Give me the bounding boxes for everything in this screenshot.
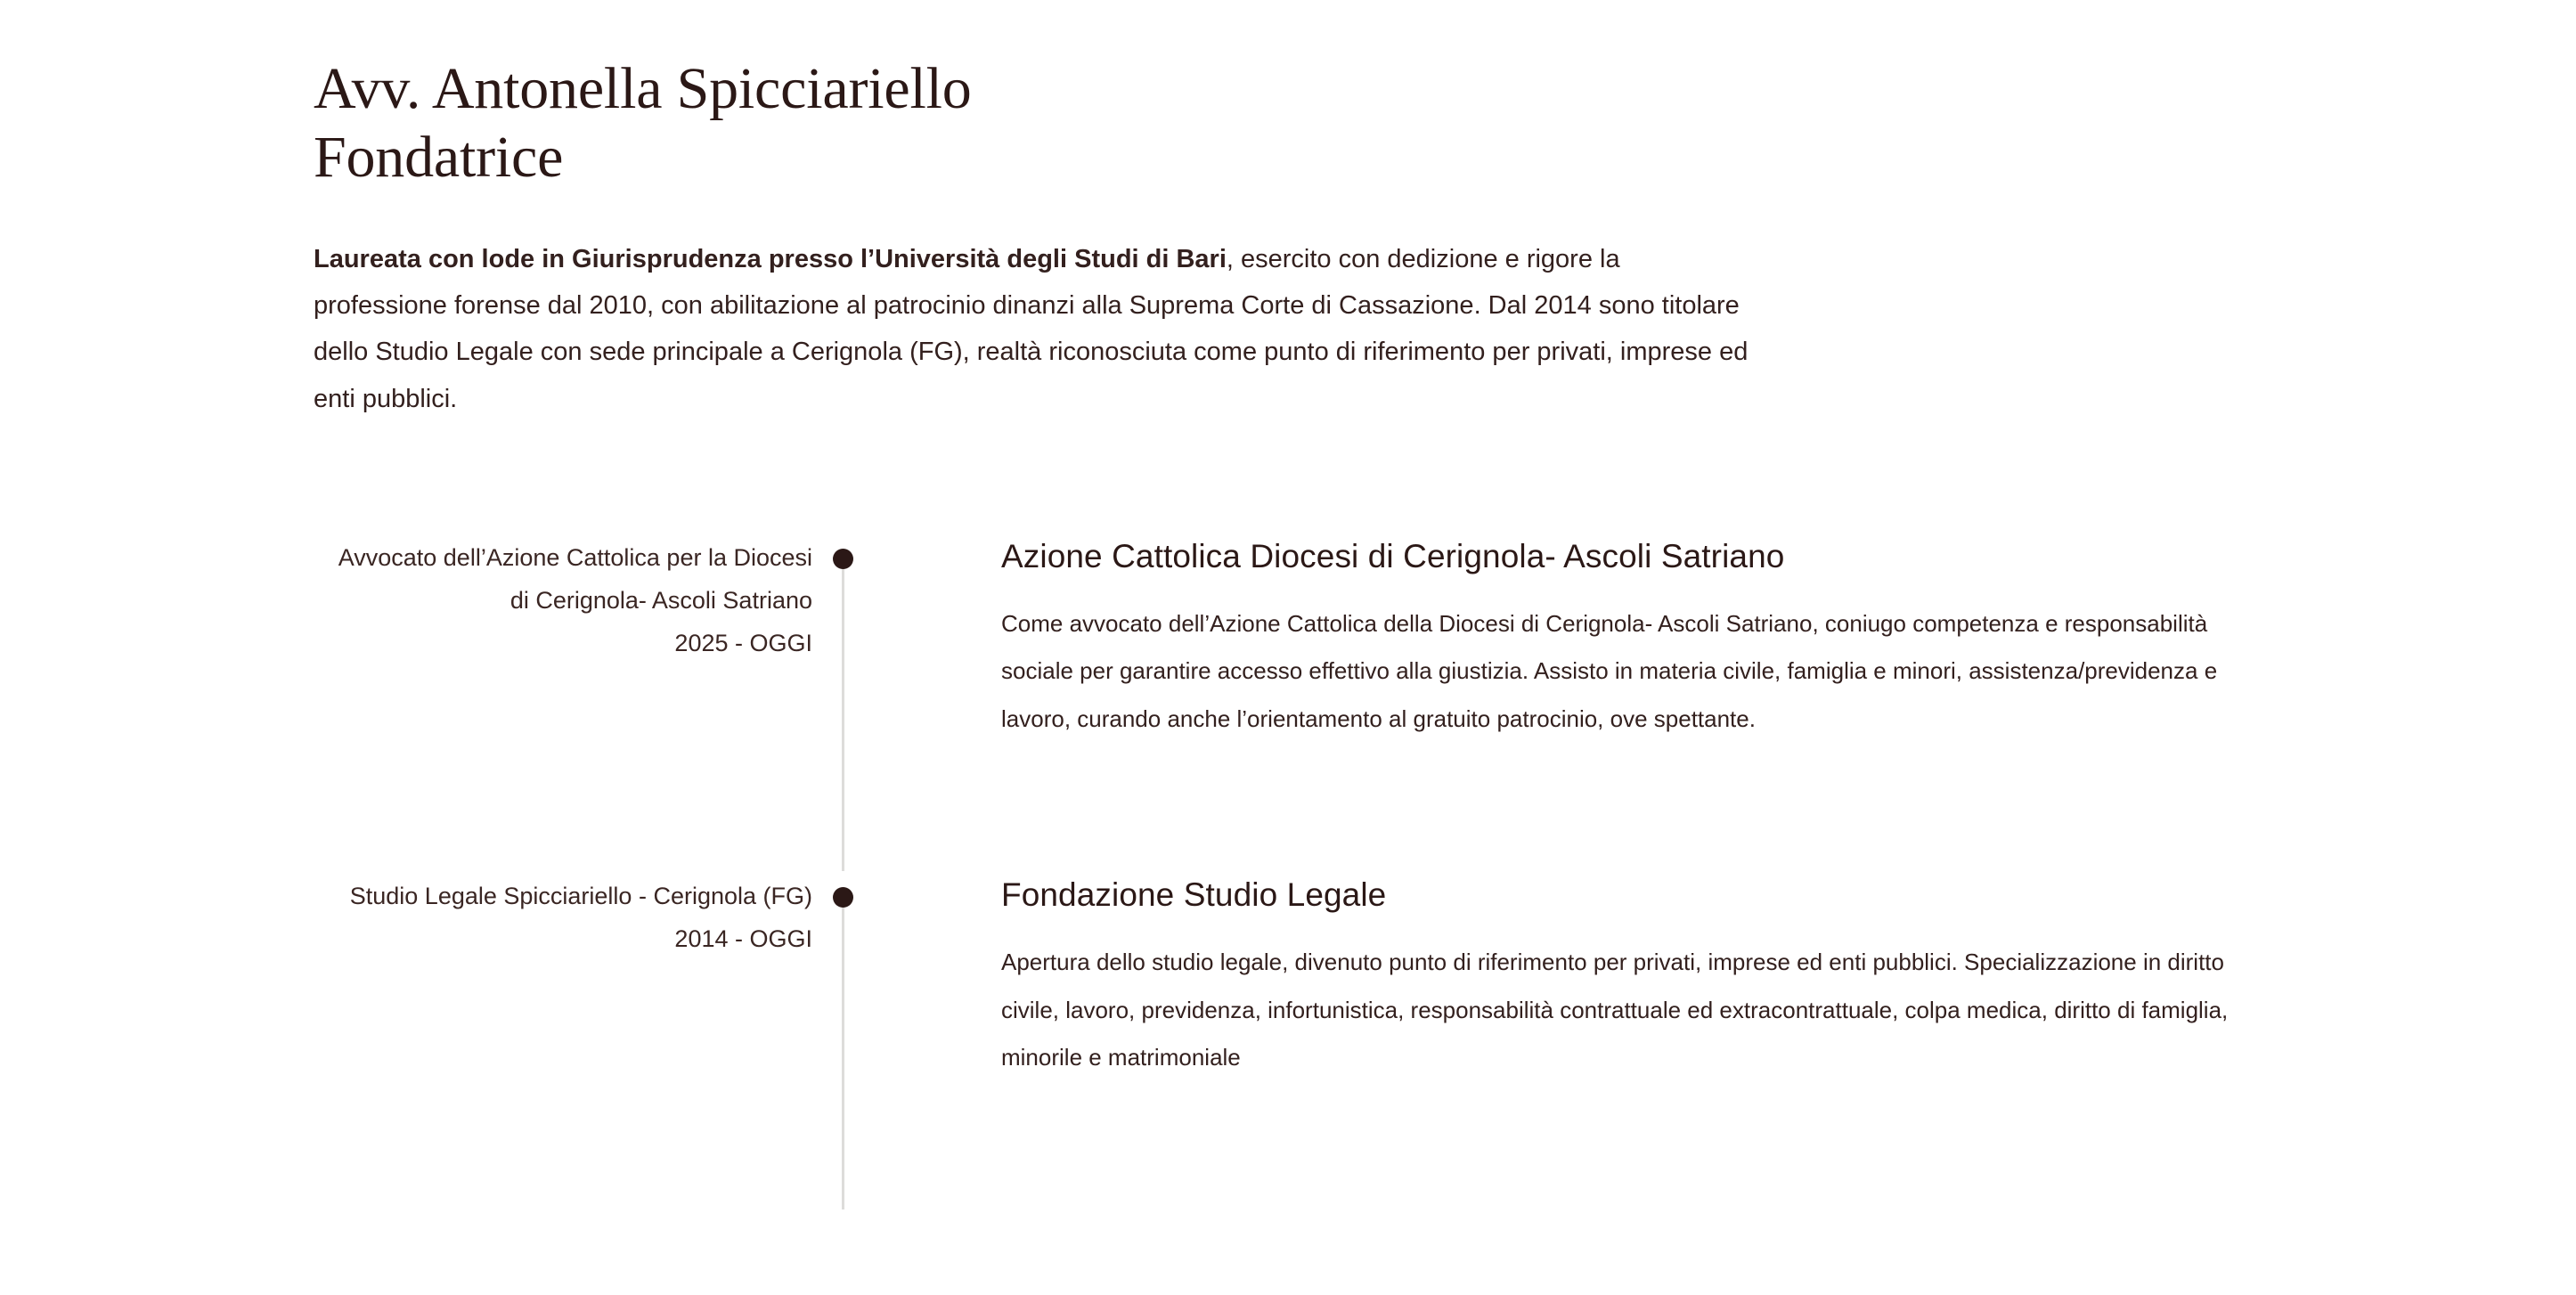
timeline-entry-heading: Azione Cattolica Diocesi di Cerignola- Ascoli Satriano	[1001, 537, 1785, 574]
intro-rest: , esercito con dedizione e rigore la professione forense dal 2010, con abilitazione al patrocinio dinanzi alla Suprema Corte di Cassazione. Dal 2014 sono titolare dello Studio Legale con sede principale a Cerignola (FG), realtà riconosciuta come punto di riferimento per privati, imprese ed enti pubblici.	[314, 245, 1749, 413]
timeline-bullet-icon	[833, 887, 853, 908]
timeline-rail	[812, 536, 990, 743]
timeline-entry-heading: Fondazione Studio Legale	[1001, 876, 1387, 913]
timeline-line	[842, 558, 844, 871]
timeline-entry-meta	[314, 875, 812, 960]
timeline-line	[842, 896, 844, 1209]
timeline-entry-role: Studio Legale Spicciariello - Cerignola (FG)	[349, 882, 812, 909]
timeline-bullet-icon	[833, 549, 853, 569]
timeline-entry-body	[990, 536, 2266, 743]
timeline-entry-description: Come avvocato dell’Azione Cattolica della Diocesi di Cerignola- Ascoli Satriano, coniugo competenza e responsabilità sociale per garantire accesso effettivo alla giustizia. Assisto in materia civile, famiglia e minori, assistenza/previdenza e lavoro, curando anche l’orientamento al gratuito patrocinio, ove spettante.	[1001, 610, 2218, 732]
intro-paragraph	[314, 191, 1752, 422]
timeline-entry-body	[990, 875, 2266, 1081]
experience-timeline	[314, 536, 2362, 1081]
timeline-entry-period: 2014 - OGGI	[674, 925, 812, 953]
timeline-entry-description: Apertura dello studio legale, divenuto punto di riferimento per privati, imprese ed enti pubblici. Specializzazione in diritto civile, lavoro, previdenza, infortunistica, responsabilità contrattuale ed extracontrattuale, colpa medica, diritto di famiglia, minorile e matrimoniale	[1001, 949, 2229, 1071]
timeline-entry	[314, 536, 2362, 743]
page-title-line-2: Fondatrice	[314, 124, 564, 190]
timeline-entry-period: 2025 - OGGI	[674, 629, 812, 656]
timeline-rail	[812, 875, 990, 1081]
timeline-entry-meta	[314, 536, 812, 664]
page-title-line-1: Avv. Antonella Spicciariello	[314, 56, 972, 121]
intro-lead: Laureata con lode in Giurisprudenza presso l’Università degli Studi di Bari	[314, 245, 1227, 274]
page-title	[314, 0, 1828, 191]
timeline-entry	[314, 875, 2362, 1081]
timeline-entry-role: Avvocato dell’Azione Cattolica per la Diocesi di Cerignola- Ascoli Satriano	[338, 543, 812, 614]
